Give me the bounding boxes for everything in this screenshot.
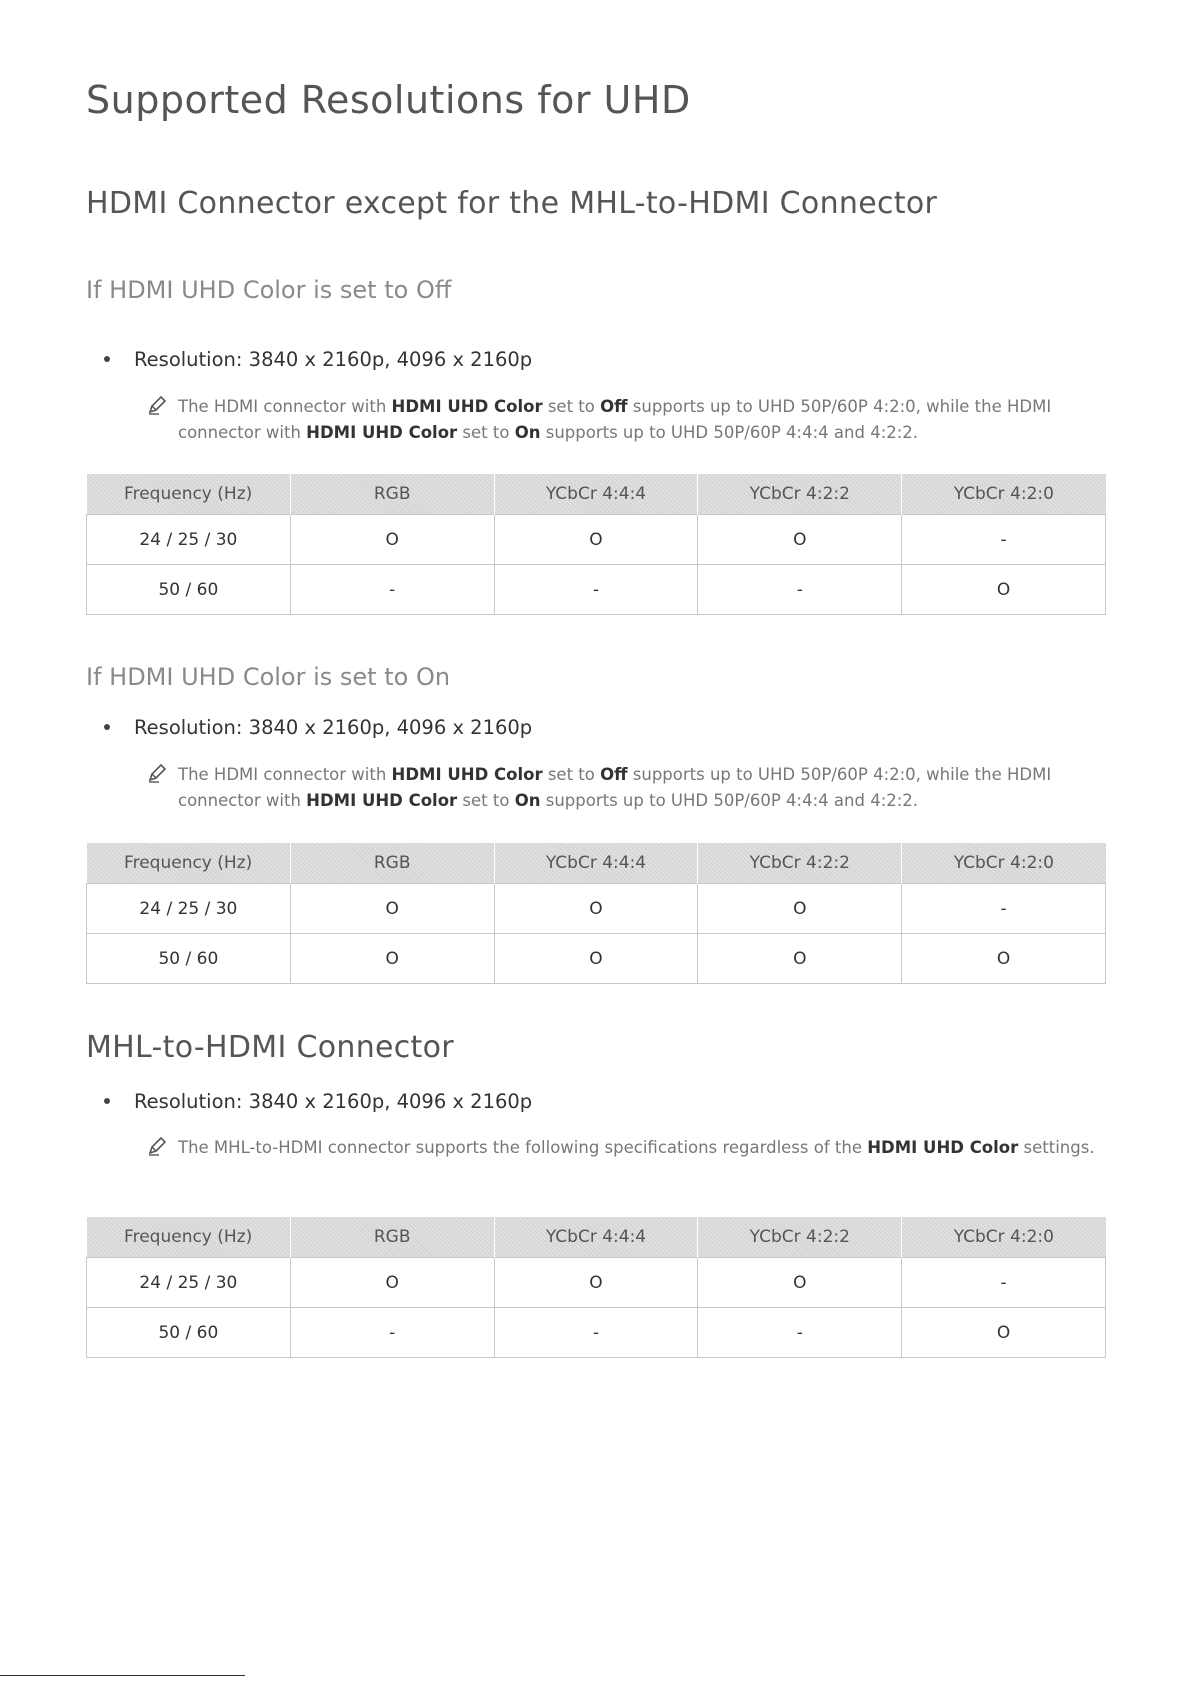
table-header-row — [87, 843, 1106, 884]
table-cell: O — [494, 934, 698, 984]
page-title: Supported Resolutions for UHD — [86, 78, 691, 122]
bullet-text: Resolution: 3840 x 2160p, 4096 x 2160p — [134, 1090, 533, 1113]
column-header: Frequency (Hz) — [87, 1217, 291, 1258]
bullet-dot-icon — [104, 724, 110, 730]
note — [178, 394, 1108, 446]
table-cell: O — [902, 1308, 1106, 1358]
section-heading-mhl: MHL-to-HDMI Connector — [86, 1030, 454, 1065]
table-cell: - — [698, 1308, 902, 1358]
column-header: RGB — [290, 843, 494, 884]
bullet-dot-icon — [104, 1098, 110, 1104]
table-cell: - — [494, 1308, 698, 1358]
table-cell: - — [290, 1308, 494, 1358]
subsection-heading-color-on: If HDMI UHD Color is set to On — [86, 663, 451, 691]
resolution-table — [86, 1217, 1106, 1358]
table-cell: O — [698, 515, 902, 565]
pencil-icon — [146, 762, 168, 784]
table-cell: 50 / 60 — [87, 565, 291, 615]
table-cell: - — [902, 515, 1106, 565]
table-row — [87, 565, 1106, 615]
column-header: YCbCr 4:2:0 — [902, 1217, 1106, 1258]
note-text: The HDMI connector with HDMI UHD Color set to Off supports up to UHD 50P/60P 4:2:0, while the HDMI connector with HDMI UHD Color set to On supports up to UHD 50P/60P 4:4:4 and 4:2:2. — [178, 397, 1052, 442]
table-row — [87, 1258, 1106, 1308]
table-cell: O — [698, 884, 902, 934]
bullet-dot-icon — [104, 356, 110, 362]
bullet-resolution — [104, 1090, 532, 1113]
note — [178, 1135, 1108, 1161]
column-header: YCbCr 4:2:0 — [902, 843, 1106, 884]
table-cell: 24 / 25 / 30 — [87, 1258, 291, 1308]
section-heading-hdmi: HDMI Connector except for the MHL-to-HDMI Connector — [86, 186, 938, 221]
table-row — [87, 884, 1106, 934]
table-cell: O — [494, 1258, 698, 1308]
bullet-text: Resolution: 3840 x 2160p, 4096 x 2160p — [134, 348, 533, 371]
column-header: YCbCr 4:2:2 — [698, 843, 902, 884]
subsection-heading-color-off: If HDMI UHD Color is set to Off — [86, 276, 452, 304]
table-cell: O — [698, 934, 902, 984]
column-header: Frequency (Hz) — [87, 474, 291, 515]
column-header: Frequency (Hz) — [87, 843, 291, 884]
table-header-row — [87, 474, 1106, 515]
table-cell: O — [902, 565, 1106, 615]
table-cell: 50 / 60 — [87, 1308, 291, 1358]
table-cell: O — [290, 884, 494, 934]
column-header: YCbCr 4:2:0 — [902, 474, 1106, 515]
table-header-row — [87, 1217, 1106, 1258]
column-header: RGB — [290, 1217, 494, 1258]
table-cell: O — [494, 884, 698, 934]
pencil-icon — [146, 394, 168, 416]
column-header: YCbCr 4:4:4 — [494, 474, 698, 515]
table-row — [87, 934, 1106, 984]
bullet-resolution — [104, 348, 532, 371]
note-text: The HDMI connector with HDMI UHD Color set to Off supports up to UHD 50P/60P 4:2:0, while the HDMI connector with HDMI UHD Color set to On supports up to UHD 50P/60P 4:4:4 and 4:2:2. — [178, 765, 1052, 810]
table-cell: O — [494, 515, 698, 565]
table-cell: 50 / 60 — [87, 934, 291, 984]
table-cell: - — [494, 565, 698, 615]
table-cell: - — [698, 565, 902, 615]
bullet-resolution — [104, 716, 532, 739]
table-cell: 24 / 25 / 30 — [87, 515, 291, 565]
table-cell: - — [290, 565, 494, 615]
column-header: YCbCr 4:2:2 — [698, 1217, 902, 1258]
bullet-text: Resolution: 3840 x 2160p, 4096 x 2160p — [134, 716, 533, 739]
column-header: YCbCr 4:2:2 — [698, 474, 902, 515]
table-cell: O — [698, 1258, 902, 1308]
pencil-icon — [146, 1135, 168, 1157]
footer-rule — [0, 1675, 245, 1676]
resolution-table — [86, 843, 1106, 984]
column-header: YCbCr 4:4:4 — [494, 1217, 698, 1258]
table-cell: - — [902, 1258, 1106, 1308]
table-row — [87, 515, 1106, 565]
table-cell: O — [290, 515, 494, 565]
table-row — [87, 1308, 1106, 1358]
table-cell: O — [290, 934, 494, 984]
note-text: The MHL-to-HDMI connector supports the following specifications regardless of the HDMI UHD Color settings. — [178, 1138, 1095, 1157]
resolution-table — [86, 474, 1106, 615]
table-cell: - — [902, 884, 1106, 934]
table-cell: 24 / 25 / 30 — [87, 884, 291, 934]
table-cell: O — [290, 1258, 494, 1308]
column-header: YCbCr 4:4:4 — [494, 843, 698, 884]
table-cell: O — [902, 934, 1106, 984]
note — [178, 762, 1108, 814]
column-header: RGB — [290, 474, 494, 515]
